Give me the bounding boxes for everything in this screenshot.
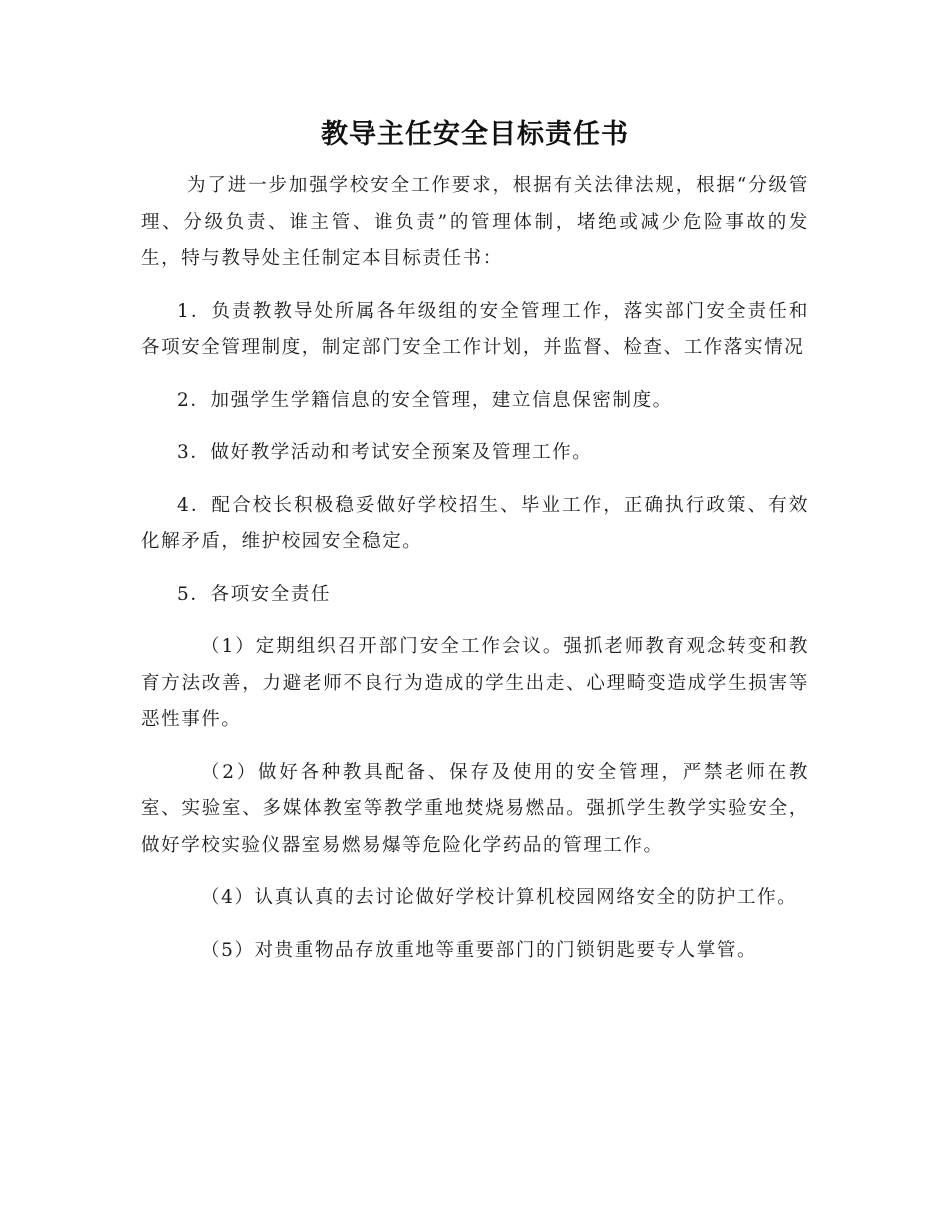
subclause-4: （4）认真认真的去讨论做好学校计算机校园网络安全的防护工作。	[201, 887, 798, 908]
clause-4: 4．配合校长积极稳妥做好学校招生、毕业工作，正确执行政策、有效化解矛盾，维护校园安全稳定。	[141, 494, 809, 552]
document-title: 教导主任安全目标责任书	[321, 119, 629, 150]
subclause-2: （2）做好各种教具配备、保存及使用的安全管理，严禁老师在教室、实验室、多媒体教室等教学重地焚烧易燃品。强抓学生教学实验安全，做好学校实验仪器室易燃易爆等危险化学药品的管理工作。	[141, 761, 809, 856]
clause-2: 2．加强学生学籍信息的安全管理，建立信息保密制度。	[177, 389, 673, 411]
clause-3: 3．做好教学活动和考试安全预案及管理工作。	[177, 442, 593, 463]
clause-1: 1．负责教教导处所属各年级组的安全管理工作，落实部门安全责任和各项安全管理制度，制定部门安全工作计划，并监督、检查、工作落实情况	[141, 300, 809, 358]
subclause-5: （5）对贵重物品存放重地等重要部门的门锁钥匙要专人掌管。	[201, 939, 758, 961]
document-body	[141, 168, 809, 985]
clause-5: 5．各项安全责任	[177, 583, 332, 605]
subclause-1: （1）定期组织召开部门安全工作会议。强抓老师教育观念转变和教育方法改善，力避老师不良行为造成的学生出走、心理畸变造成学生损害等恶性事件。	[141, 636, 809, 730]
intro-paragraph: 为了进一步加强学校安全工作要求，根据有关法律法规，根据“分级管理、分级负责、谁主管、谁负责”的管理体制，堵绝或减少危险事故的发生，特与教导处主任制定本目标责任书：	[141, 175, 809, 269]
